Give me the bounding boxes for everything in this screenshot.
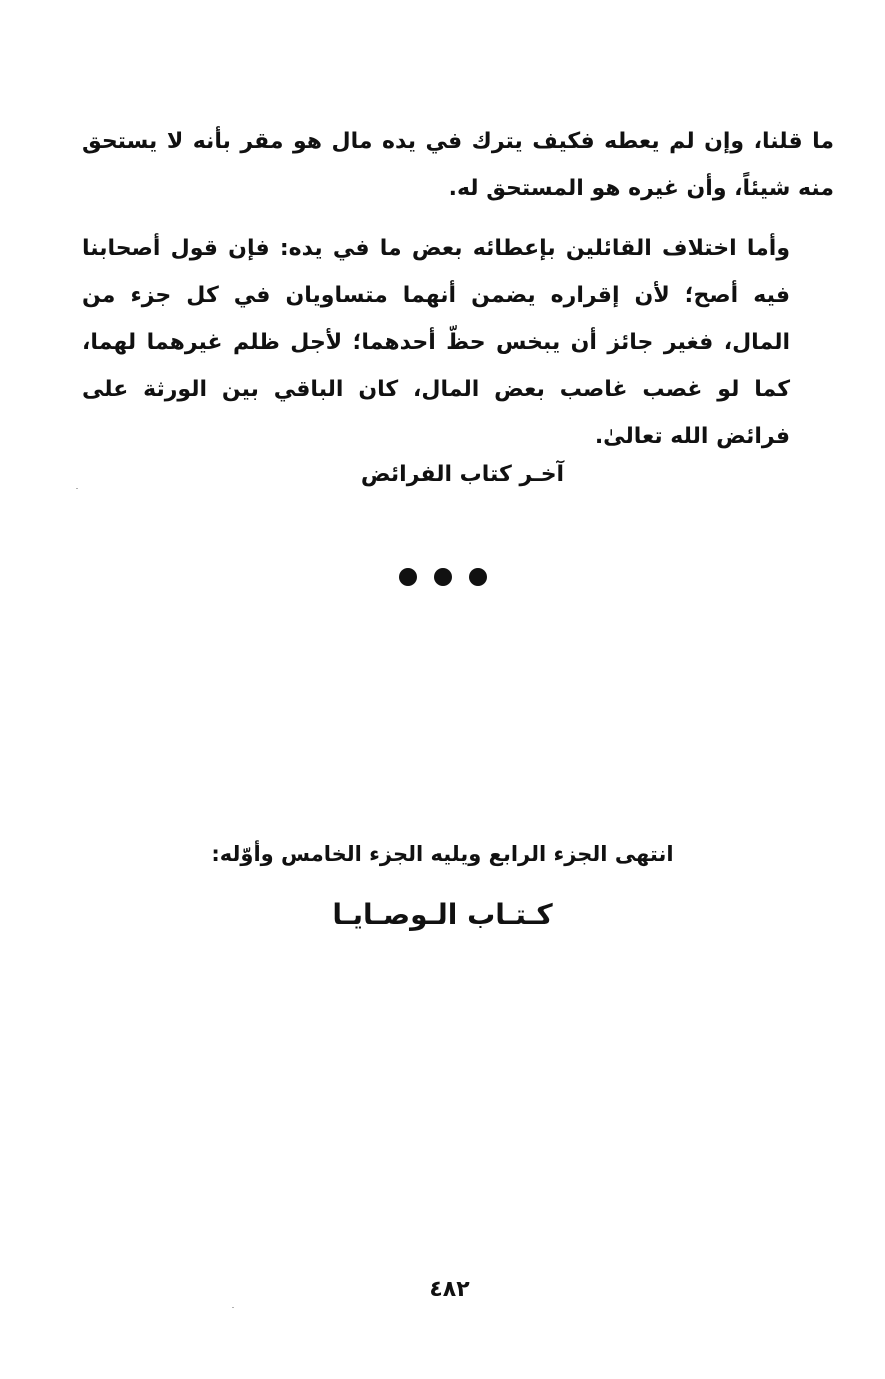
separator-dot — [399, 568, 417, 586]
next-book-title: كـتـاب الـوصـايـا — [332, 898, 553, 931]
end-of-book-heading: آخـر كتاب الفرائض — [360, 462, 565, 487]
section-separator — [0, 568, 885, 586]
page-number: ٤٨٢ — [429, 1277, 470, 1302]
continuation-note: انتهى الجزء الرابع ويليه الجزء الخامس وأوّله: — [211, 842, 674, 866]
paragraph-1: ما قلنا، وإن لم يعطه فكيف يترك في يده مال هو مقر بأنه لا يستحق منه شيئاً، وأن غيره هو المستحق له. — [82, 129, 834, 201]
paragraph-2: وأما اختلاف القائلين بإعطائه بعض ما في يده: فإن قول أصحابنا فيه أصح؛ لأن إقراره يضمن أنهما متساويان في كل جزء من المال، فغير جائز أن يبخس حظّ أحدهما؛ لأجل ظلم غيرهما لهما، كما لو غصب غاصب بعض المال، كان الباقي بين الورثة على فرائض الله تعالىٰ. — [82, 236, 790, 449]
scan-speck — [232, 1307, 234, 1308]
separator-dot — [469, 568, 487, 586]
scan-speck — [76, 488, 78, 489]
separator-dot — [434, 568, 452, 586]
